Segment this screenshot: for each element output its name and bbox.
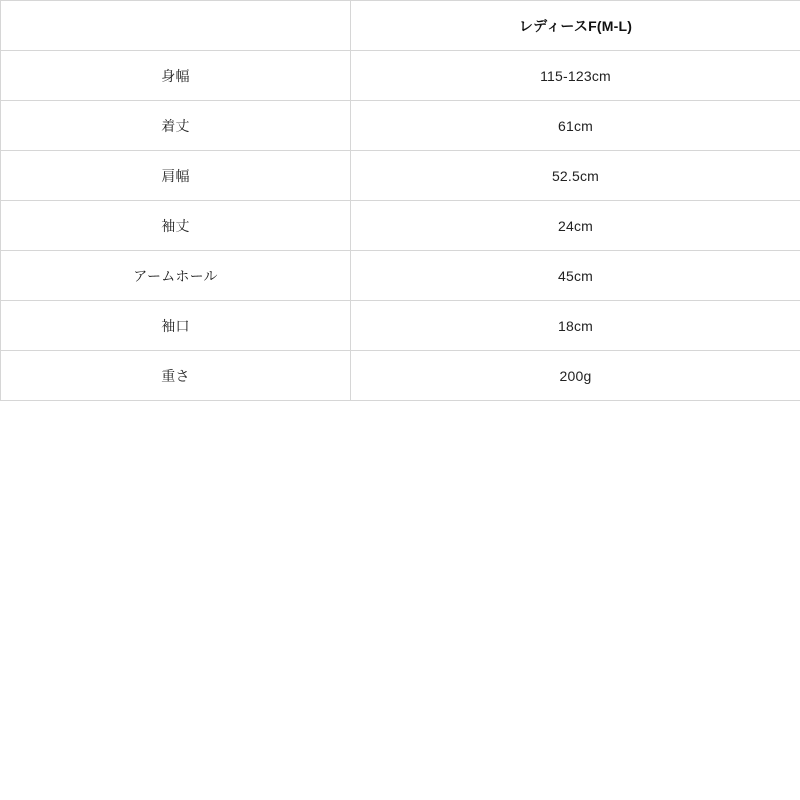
table-row bbox=[1, 201, 800, 251]
row-value-body-width: 115-123cm bbox=[351, 51, 800, 101]
table-row bbox=[1, 251, 800, 301]
table-row bbox=[1, 301, 800, 351]
row-label-cuff: 袖口 bbox=[1, 301, 351, 351]
table-row bbox=[1, 351, 800, 401]
row-label-sleeve-length: 袖丈 bbox=[1, 201, 351, 251]
row-label-armhole: アームホール bbox=[1, 251, 351, 301]
row-value-shoulder-width: 52.5cm bbox=[351, 151, 800, 201]
table-header bbox=[1, 1, 800, 51]
table-body bbox=[1, 51, 800, 401]
header-cell-label bbox=[1, 1, 351, 51]
table-header-row bbox=[1, 1, 800, 51]
row-label-weight: 重さ bbox=[1, 351, 351, 401]
row-label-body-width: 身幅 bbox=[1, 51, 351, 101]
row-value-sleeve-length: 24cm bbox=[351, 201, 800, 251]
row-value-garment-length: 61cm bbox=[351, 101, 800, 151]
header-cell-size: レディースF(M-L) bbox=[351, 1, 800, 51]
row-value-cuff: 18cm bbox=[351, 301, 800, 351]
table-row bbox=[1, 151, 800, 201]
row-value-armhole: 45cm bbox=[351, 251, 800, 301]
table-row bbox=[1, 101, 800, 151]
table-row bbox=[1, 51, 800, 101]
row-value-weight: 200g bbox=[351, 351, 800, 401]
row-label-shoulder-width: 肩幅 bbox=[1, 151, 351, 201]
row-label-garment-length: 着丈 bbox=[1, 101, 351, 151]
